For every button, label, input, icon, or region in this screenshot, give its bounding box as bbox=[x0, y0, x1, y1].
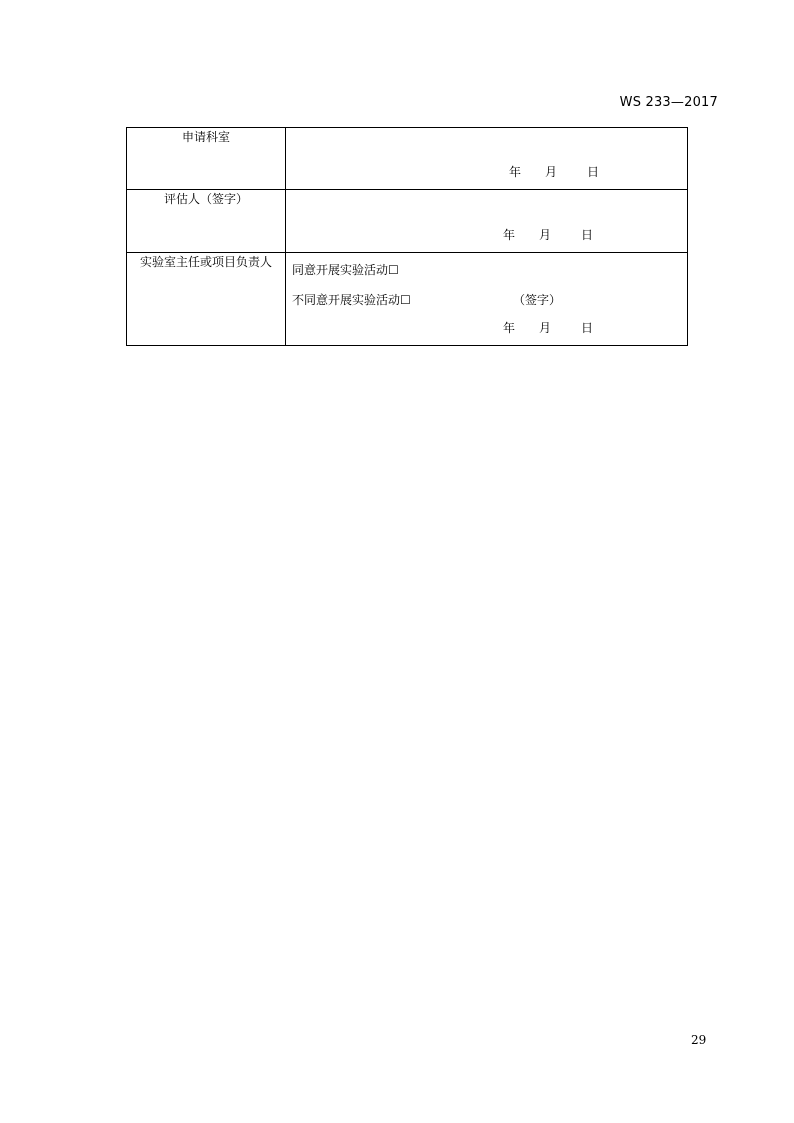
table-row bbox=[127, 190, 688, 253]
assessor-signature-label: 评估人（签字） bbox=[127, 190, 286, 253]
applying-department-cell bbox=[286, 128, 688, 190]
lab-director-cell bbox=[286, 253, 688, 346]
month-label: 月 bbox=[539, 321, 552, 335]
applying-department-label: 申请科室 bbox=[127, 128, 286, 190]
day-label: 日 bbox=[581, 228, 594, 242]
month-label: 月 bbox=[545, 165, 558, 179]
disagree-option[interactable]: 不同意开展实验活动☐ bbox=[292, 293, 411, 307]
table-row bbox=[127, 128, 688, 190]
standard-code: WS 233—2017 bbox=[619, 95, 718, 110]
agree-option[interactable]: 同意开展实验活动☐ bbox=[292, 263, 399, 277]
day-label: 日 bbox=[587, 165, 600, 179]
year-label: 年 bbox=[503, 228, 516, 242]
signature-label: （签字） bbox=[513, 293, 562, 307]
table-row bbox=[127, 253, 688, 346]
month-label: 月 bbox=[539, 228, 552, 242]
day-label: 日 bbox=[581, 321, 594, 335]
year-label: 年 bbox=[509, 165, 522, 179]
lab-director-label: 实验室主任或项目负责人 bbox=[127, 253, 286, 346]
year-label: 年 bbox=[503, 321, 516, 335]
page-number: 29 bbox=[691, 1033, 707, 1047]
approval-form-table bbox=[126, 127, 688, 346]
assessor-signature-cell bbox=[286, 190, 688, 253]
